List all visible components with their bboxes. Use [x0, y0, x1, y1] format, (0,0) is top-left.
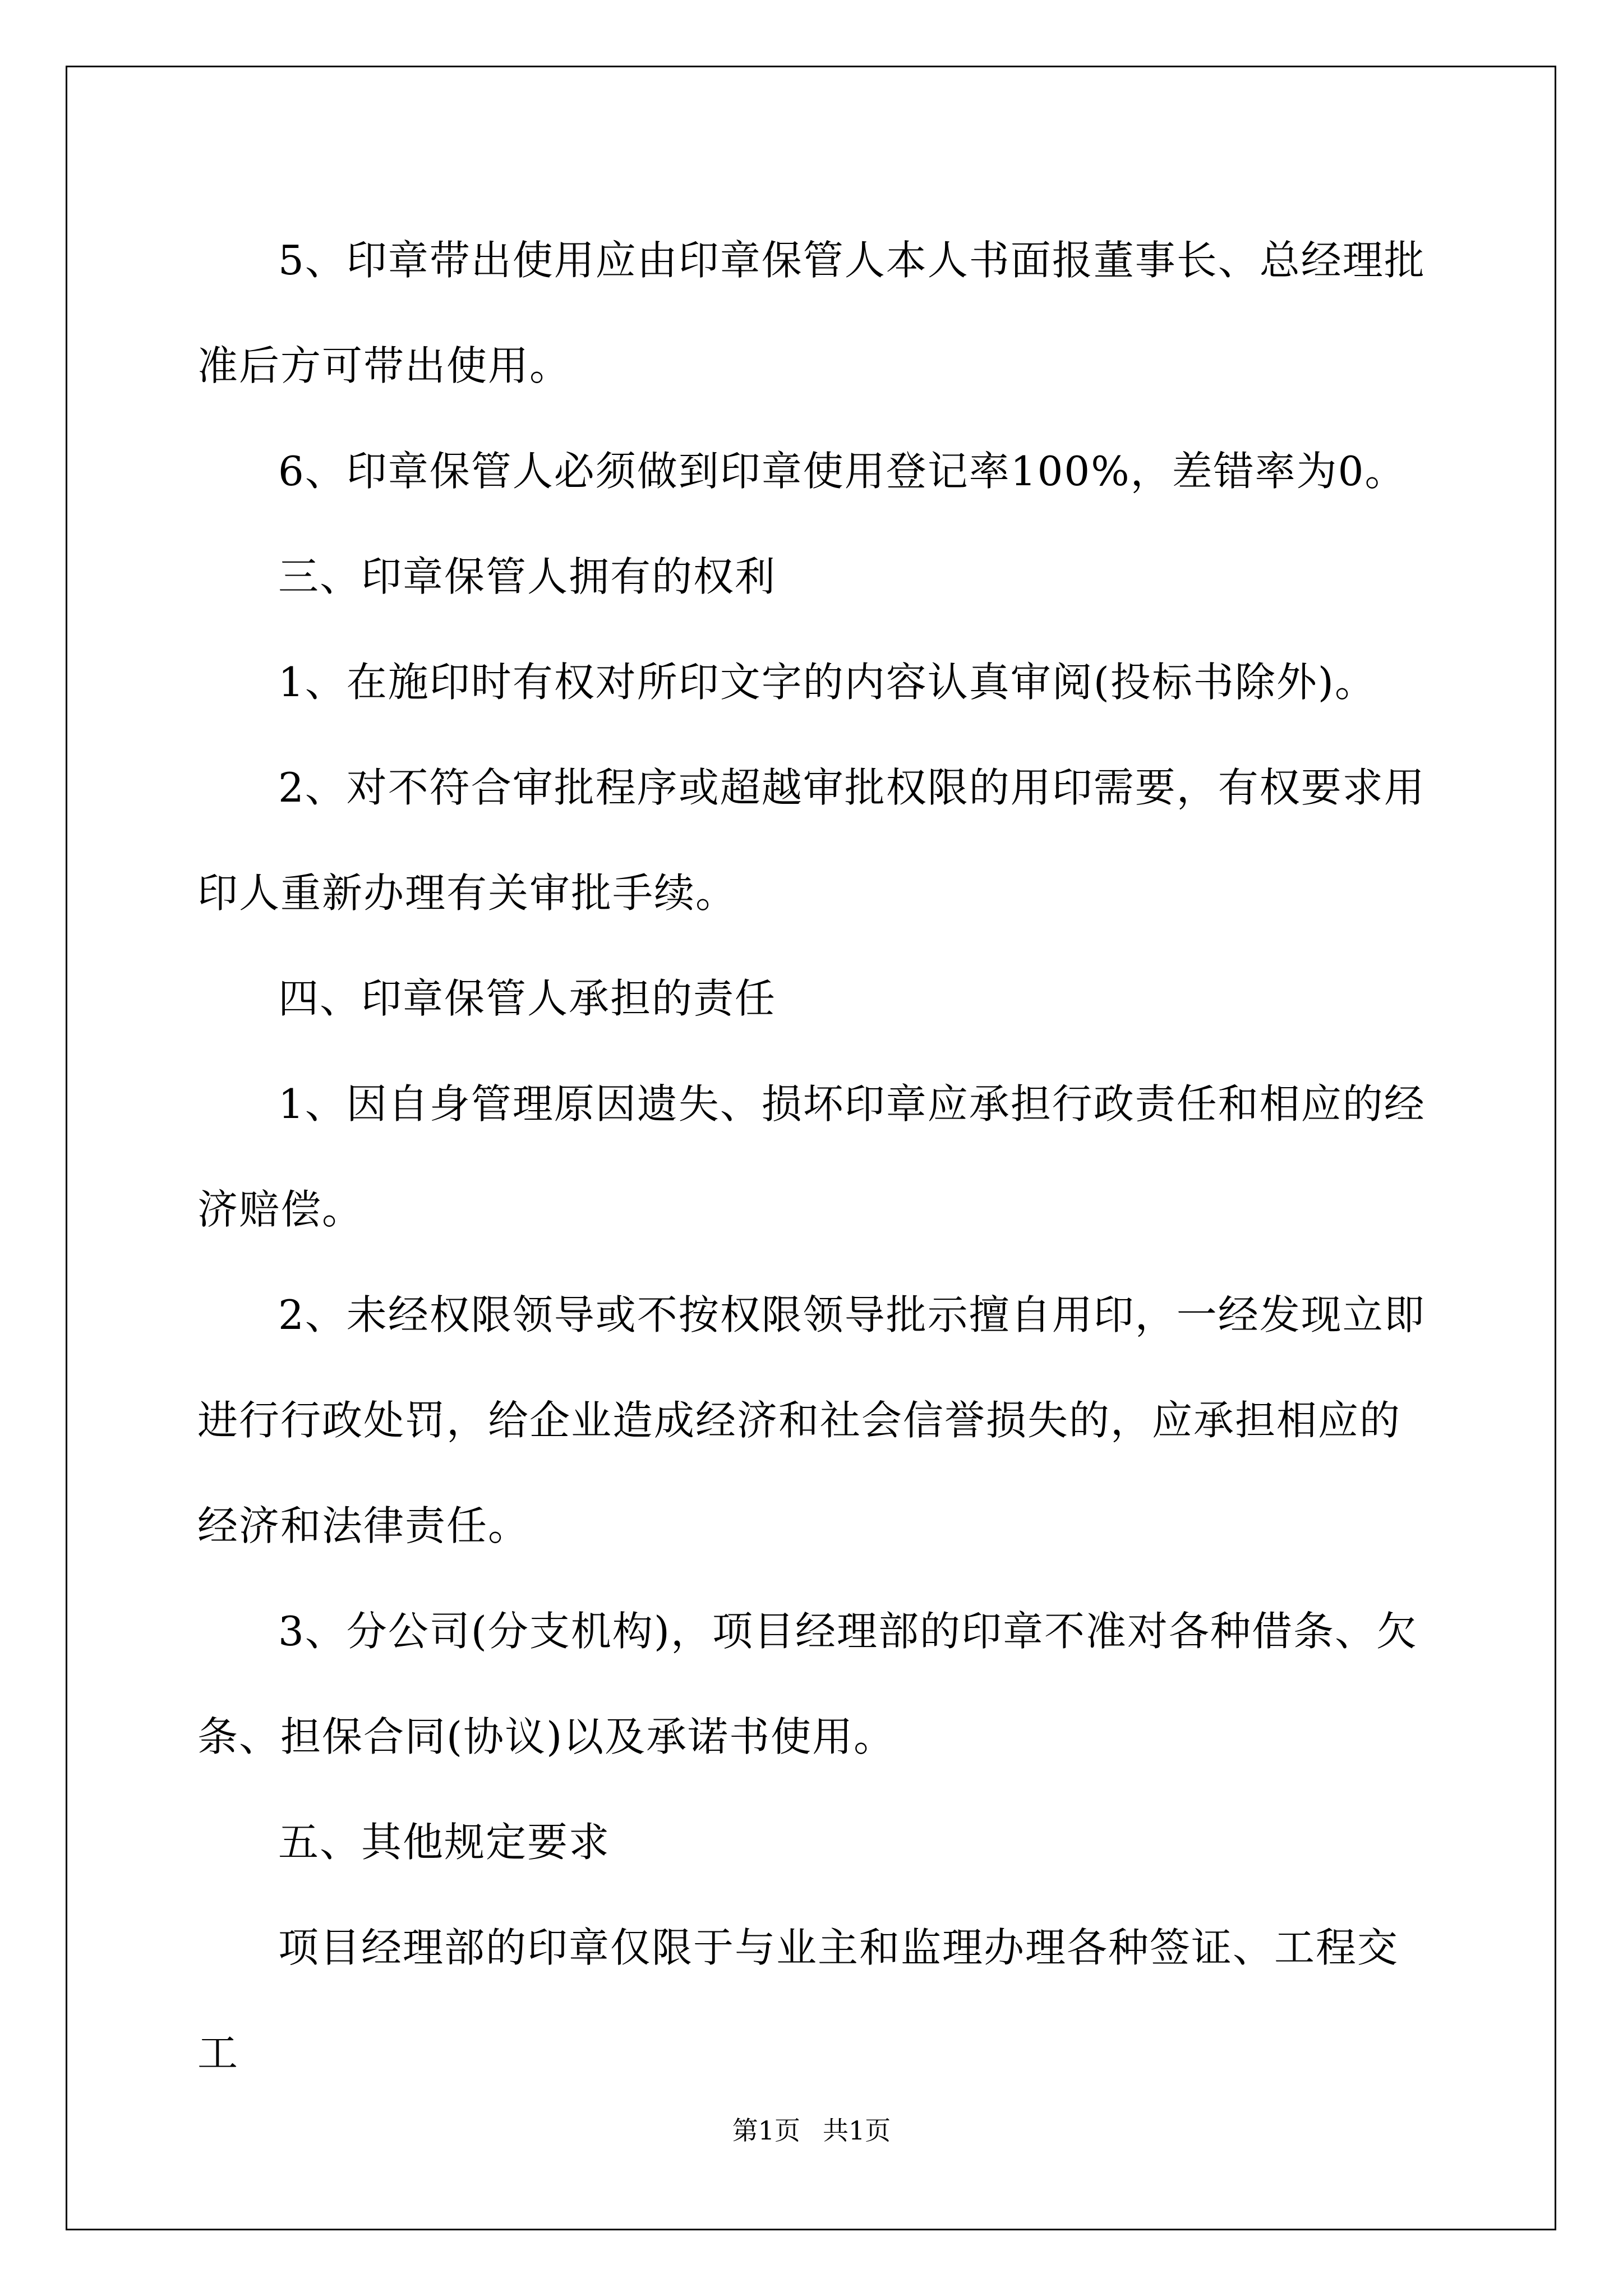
section-heading: 五、其他规定要求 — [278, 1819, 611, 1866]
paragraph: 2、对不符合审批程序或超越审批权限的用印需要，有权要求用印人重新办理有关审批手续。 — [197, 764, 1426, 917]
paragraph: 1、因自身管理原因遗失、损坏印章应承担行政责任和相应的经济赔偿。 — [197, 1080, 1426, 1233]
section-heading: 四、印章保管人承担的责任 — [278, 975, 777, 1022]
document-body — [197, 208, 1428, 2106]
page-footer — [0, 2114, 1623, 2147]
paragraph: 6、印章保管人必须做到印章使用登记率100%，差错率为0。 — [278, 448, 1407, 495]
paragraph: 2、未经权限领导或不按权限领导批示擅自用印，一经发现立即进行行政处罚，给企业造成经济和社会信誉损失的，应承担相应的经济和法律责任。 — [197, 1291, 1426, 1549]
section-heading: 三、印章保管人拥有的权利 — [278, 553, 777, 600]
paragraph: 3、分公司(分支机构)，项目经理部的印章不准对各种借条、欠条、担保合同(协议)以及承诺书使用。 — [197, 1608, 1418, 1760]
page-total: 共1页 — [823, 2115, 891, 2146]
paragraph: 1、在施印时有权对所印文字的内容认真审阅(投标书除外)。 — [278, 659, 1376, 706]
page-number: 第1页 — [732, 2115, 800, 2146]
paragraph: 5、印章带出使用应由印章保管人本人书面报董事长、总经理批准后方可带出使用。 — [197, 237, 1426, 389]
paragraph: 项目经理部的印章仅限于与业主和监理办理各种签证、工程交工 — [197, 1924, 1399, 2077]
